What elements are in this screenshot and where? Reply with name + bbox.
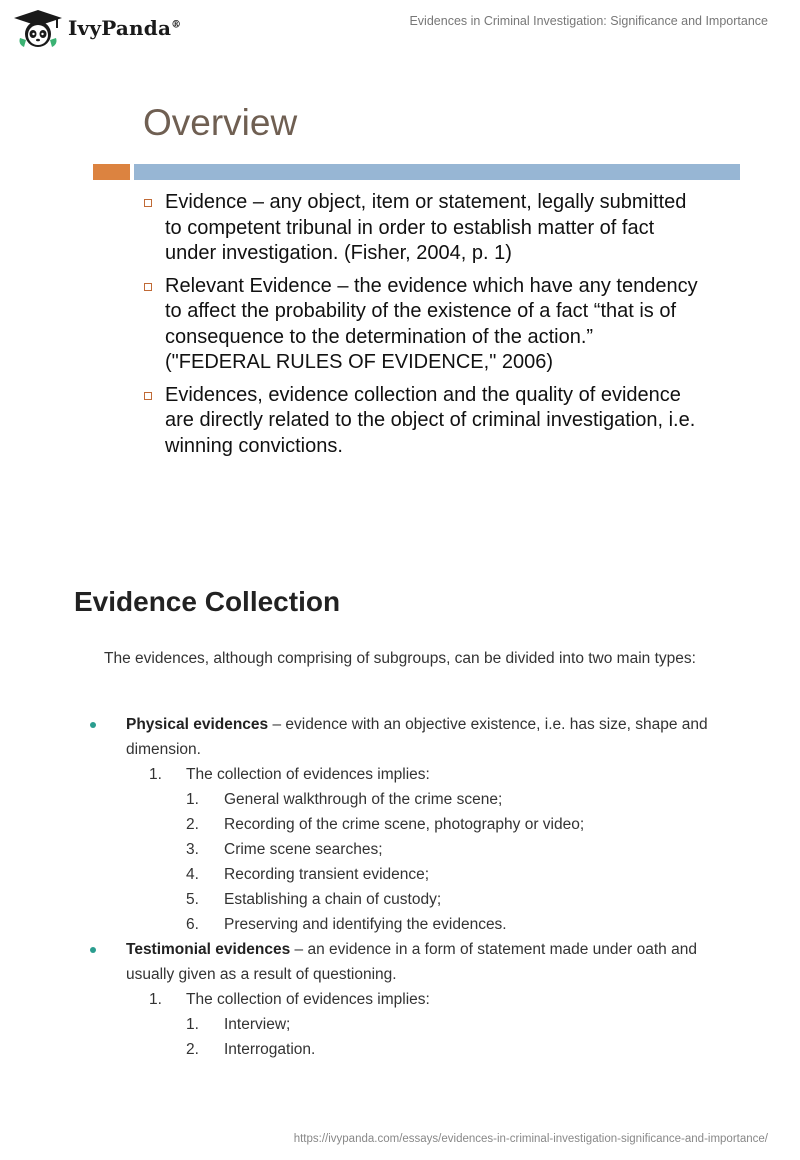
steps-list <box>186 1012 734 1062</box>
step-item: 2. Recording of the crime scene, photography or video; <box>186 816 585 833</box>
evidence-type-description: – evidence with an objective existence, i.e. has size, shape and dimension. <box>126 716 708 758</box>
section-heading: Evidence Collection <box>74 586 341 617</box>
step-item: 3. Crime scene searches; <box>186 841 383 858</box>
slide-title: Overview <box>143 102 298 143</box>
square-bullet-icon <box>144 283 152 291</box>
sub-list-item <box>74 762 734 937</box>
step-item: 1. General walkthrough of the crime scene; <box>186 791 503 808</box>
sub-list <box>126 762 734 937</box>
square-bullet-icon <box>144 199 152 207</box>
section-intro: The evidences, although comprising of subgroups, can be divided into two main types: <box>104 650 696 667</box>
panda-graduate-icon <box>12 8 64 48</box>
source-url-link[interactable]: https://ivypanda.com/essays/evidences-in-criminal-investigation-significance-and-importance/ <box>293 1133 768 1145</box>
square-bullet-icon <box>144 392 152 400</box>
sub-list-item <box>74 987 734 1062</box>
sub-list <box>126 987 734 1062</box>
slide-bullet: Evidences, evidence collection and the quality of evidence are directly related to the object of criminal investigation, i.e. winning convictions. <box>142 383 702 460</box>
evidence-type-testimonial <box>74 937 734 1062</box>
evidence-types-list <box>74 712 734 1062</box>
step-item: 1. Interview; <box>186 1016 291 1033</box>
sub-list-label: The collection of evidences implies: <box>186 991 430 1008</box>
evidence-type-physical <box>74 712 734 937</box>
step-item: 2. Interrogation. <box>186 1041 316 1058</box>
ivypanda-logo[interactable] <box>12 8 181 48</box>
evidence-type-description: – an evidence in a form of statement made under oath and usually given as a result of questioning. <box>126 941 697 983</box>
overview-slide <box>92 96 742 496</box>
steps-list <box>186 787 734 937</box>
sub-list-label: The collection of evidences implies: <box>186 766 430 783</box>
slide-accent-bar-blue <box>134 164 740 180</box>
evidence-type-term: Testimonial evidences <box>126 941 291 958</box>
bullet-dot-icon <box>90 947 96 953</box>
evidence-type-term: Physical evidences <box>126 716 269 733</box>
list-number: 1. <box>149 766 162 783</box>
brand-name: IvyPanda® <box>68 16 182 40</box>
slide-bullet: Relevant Evidence – the evidence which have any tendency to affect the probability of the existence of a fact “that is of consequence to the determination of the action.” ("FEDERAL RULES OF EVIDENCE," 2006) <box>142 274 702 376</box>
step-item: 4. Recording transient evidence; <box>186 866 430 883</box>
bullet-dot-icon <box>90 722 96 728</box>
list-number: 1. <box>149 991 162 1008</box>
step-item: 5. Establishing a chain of custody; <box>186 891 442 908</box>
page-header <box>0 0 800 60</box>
step-item: 6. Preserving and identifying the evidences. <box>186 916 507 933</box>
slide-accent-bar-orange <box>93 164 130 180</box>
slide-bullet: Evidence – any object, item or statement, legally submitted to competent tribunal in order to establish matter of fact under investigation. (Fisher, 2004, p. 1) <box>142 190 702 267</box>
document-title: Evidences in Criminal Investigation: Significance and Importance <box>409 14 768 28</box>
slide-bullet-list <box>142 190 702 466</box>
